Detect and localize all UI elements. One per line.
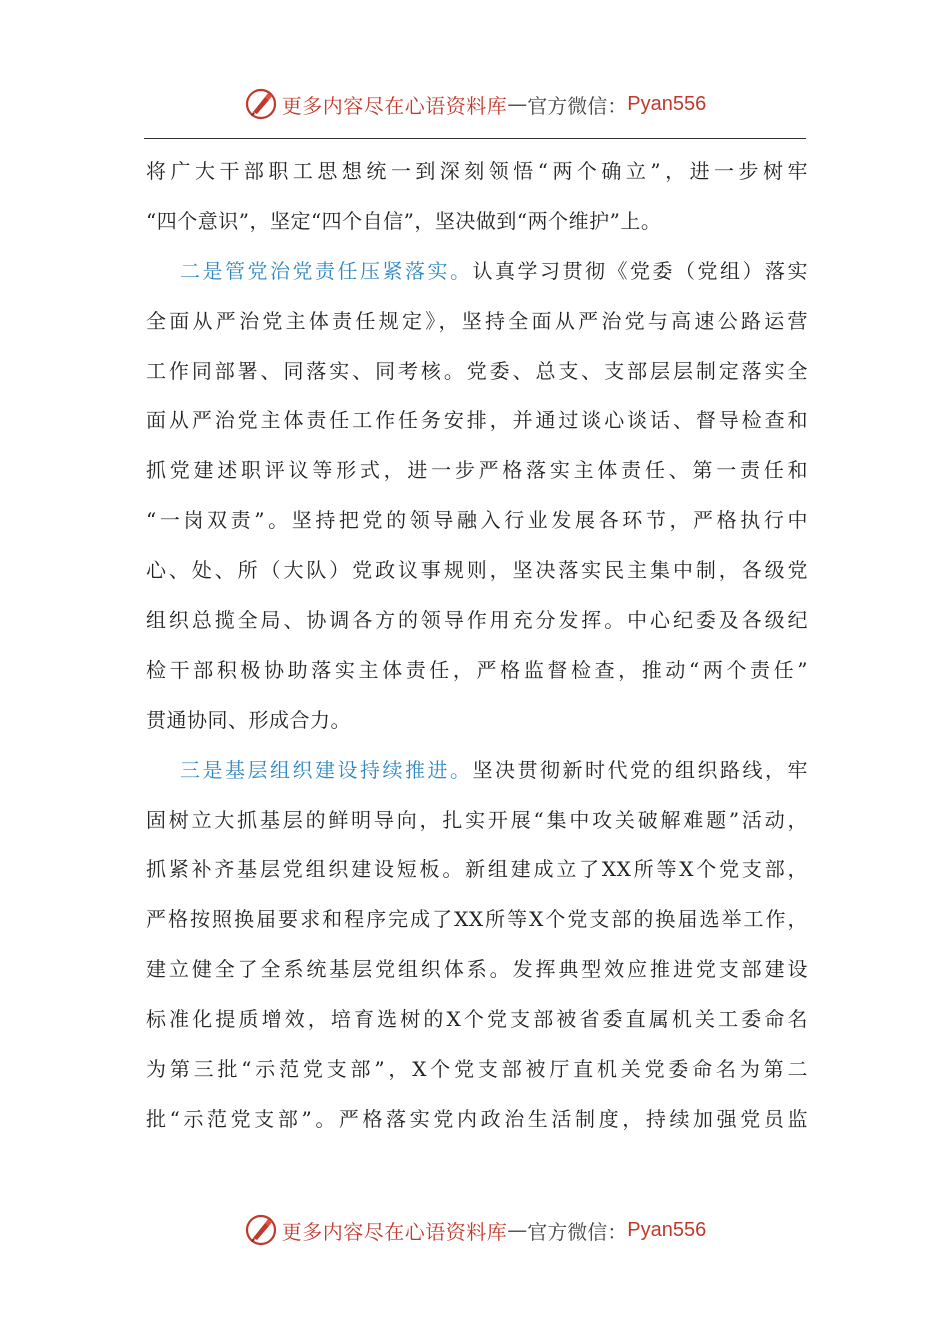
footer-banner bbox=[0, 1210, 950, 1250]
text-line: 标准化提质增效，培育选树的X个党支部被省委直属机关工委命名 bbox=[146, 1007, 808, 1032]
text-line: 贯通协同、形成合力。 bbox=[146, 707, 351, 732]
text-line: 面从严治党主体责任工作任务安排，并通过谈心谈话、督导检查和 bbox=[146, 408, 808, 433]
pen-nib-logo-icon bbox=[244, 87, 278, 121]
text-line: “一岗双责”。坚持把党的领导融入行业发展各环节，严格执行中 bbox=[146, 508, 808, 533]
text-line: 组织总揽全局、协调各方的领导作用充分发挥。中心纪委及各级纪 bbox=[146, 608, 808, 633]
paragraph-2-first-line bbox=[146, 247, 808, 297]
header-wechat-label: 官方微信： bbox=[527, 93, 628, 118]
footer-promo-text: 更多内容尽在心语资料库 bbox=[281, 1219, 508, 1244]
text-line: 批“示范党支部”。严格落实党内政治生活制度，持续加强党员监 bbox=[146, 1106, 808, 1131]
paragraph-3-first-rest: 坚决贯彻新时代党的组织路线，牢 bbox=[472, 757, 808, 782]
text-line: 严格按照换届要求和程序完成了XX所等X个党支部的换届选举工作， bbox=[146, 907, 808, 932]
text-line: 抓紧补齐基层党组织建设短板。新组建成立了XX所等X个党支部， bbox=[146, 857, 808, 882]
paragraph-3-first-line bbox=[146, 746, 808, 796]
footer-wechat-label: 官方微信： bbox=[527, 1219, 628, 1244]
header-divider bbox=[144, 138, 806, 139]
text-line: 工作同部署、同落实、同考核。党委、总支、支部层层制定落实全 bbox=[146, 358, 808, 383]
text-line: 抓党建述职评议等形式，进一步严格落实主体责任、第一责任和 bbox=[146, 458, 808, 483]
paragraph-3-heading: 三是基层组织建设持续推进。 bbox=[180, 757, 473, 782]
text-line: 固树立大抓基层的鲜明导向，扎实开展“集中攻关破解难题”活动， bbox=[146, 807, 808, 832]
paragraph-2-first-rest: 认真学习贯彻《党委（党组）落实 bbox=[472, 258, 808, 283]
text-line: 心、处、所（大队）党政议事规则，坚决落实民主集中制，各级党 bbox=[146, 558, 808, 583]
footer-separator: — bbox=[507, 1218, 528, 1242]
text-line: 建立健全了全系统基层党组织体系。发挥典型效应推进党支部建设 bbox=[146, 957, 808, 982]
header-separator: — bbox=[507, 92, 528, 116]
footer-wechat-id: Pyan556 bbox=[627, 1218, 707, 1241]
text-line: 全面从严治党主体责任规定》，坚持全面从严治党与高速公路运营 bbox=[146, 308, 808, 333]
text-line: 为第三批“示范党支部”，X个党支部被厅直机关党委命名为第二 bbox=[146, 1057, 808, 1082]
document-body bbox=[146, 147, 808, 1145]
paragraph-2-heading: 二是管党治党责任压紧落实。 bbox=[180, 258, 473, 283]
header-promo-text: 更多内容尽在心语资料库 bbox=[281, 93, 508, 118]
text-line: “四个意识”，坚定“四个自信”，坚决做到“两个维护”上。 bbox=[146, 208, 662, 233]
text-line: 将广大干部职工思想统一到深刻领悟“两个确立”，进一步树牢 bbox=[146, 159, 808, 183]
pen-nib-logo-icon bbox=[244, 1213, 278, 1247]
header-banner bbox=[0, 84, 950, 124]
header-wechat-id: Pyan556 bbox=[627, 92, 707, 115]
text-line: 检干部积极协助落实主体责任，严格监督检查，推动“两个责任” bbox=[146, 657, 808, 682]
